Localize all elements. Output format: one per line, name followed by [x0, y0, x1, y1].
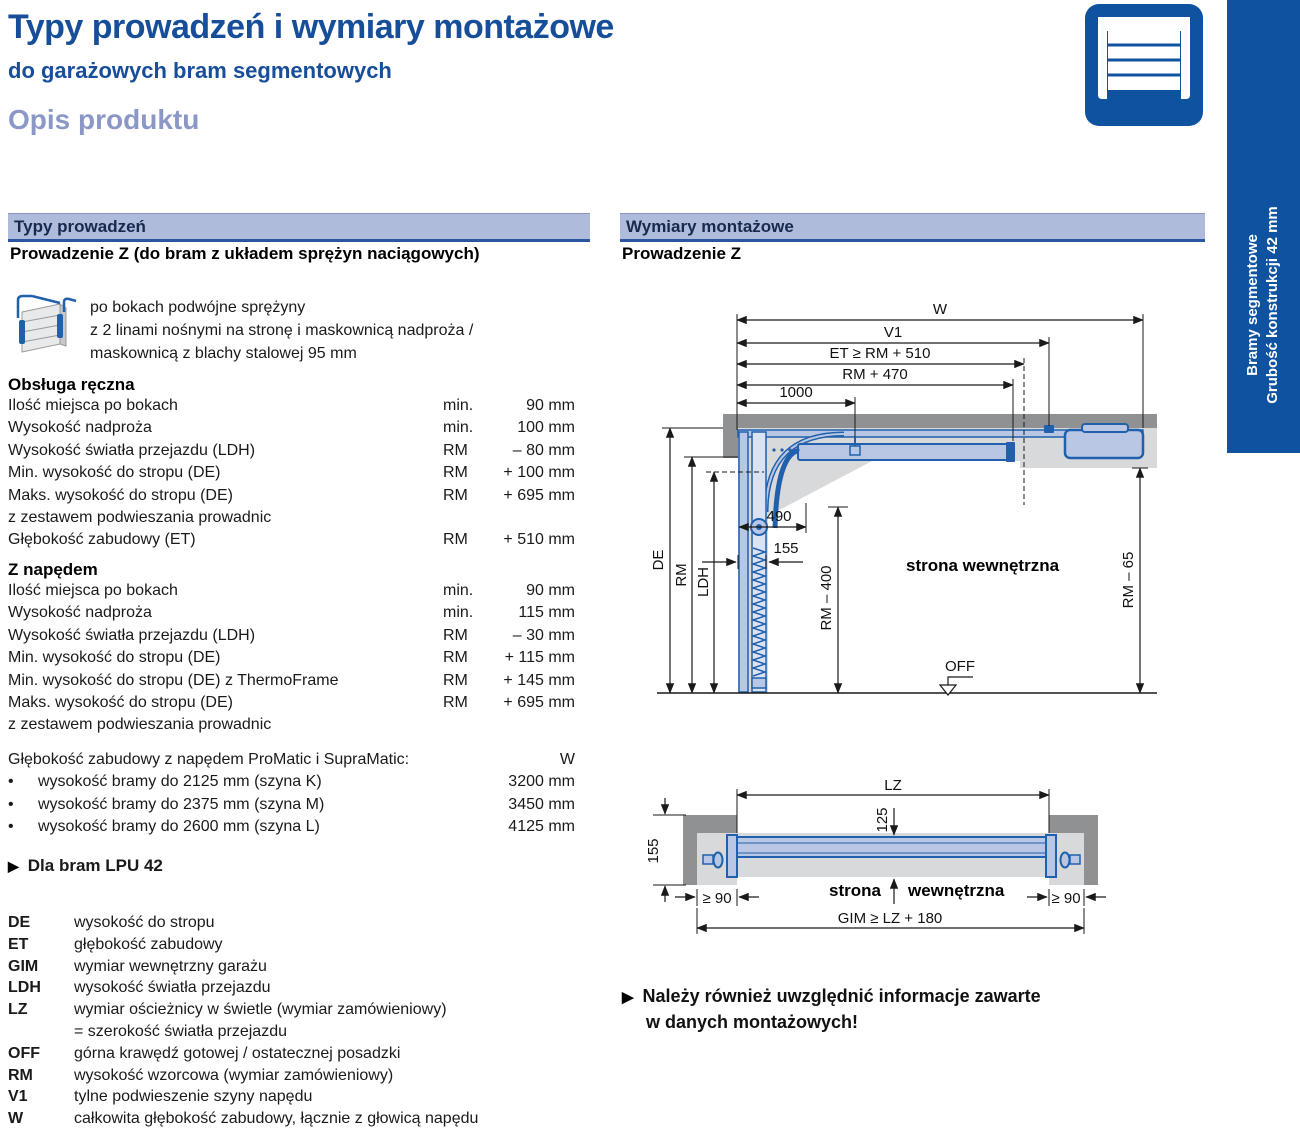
depth-intro-row [8, 751, 575, 773]
sectional-door-icon [1085, 4, 1205, 128]
row-value: 90 mm [526, 582, 575, 599]
row-value: – 30 mm [512, 626, 575, 644]
legend-row [8, 912, 575, 934]
section-bar-label: Wymiary montażowe [626, 216, 794, 236]
triangle-right-icon: ▶ [8, 858, 19, 874]
dim-label-1000: 1000 [779, 384, 813, 401]
caption-line: z 2 linami nośnymi na stronę i maskownicą nadproża / [90, 322, 474, 339]
caption-line: maskownicą z blachy stalowej 95 mm [90, 345, 357, 362]
lintel [723, 414, 738, 458]
table-row [8, 487, 575, 509]
z-guide-door-icon [8, 292, 78, 356]
row-qualifier: RM [443, 671, 468, 689]
section-bar-wymiary-montazowe [620, 213, 1205, 242]
dim-label-490: 490 [766, 508, 792, 525]
table-row [8, 649, 575, 671]
table-row [8, 672, 575, 694]
dim-label-et: ET ≥ RM + 510 [829, 345, 931, 362]
legend-row [8, 1086, 575, 1108]
interior-side-label-b: wewnętrzna [908, 881, 1005, 900]
dim-label-155: 155 [773, 540, 799, 557]
legend-desc-line1: wymiar ościeżnicy w świetle (wymiar zamówieniowy) [74, 1001, 447, 1019]
row-label: Wysokość nadproża [8, 604, 152, 622]
table-row [8, 604, 575, 626]
table-row [8, 419, 575, 441]
bullet-icon [8, 773, 38, 795]
row-qualifier: RM [443, 626, 468, 644]
row-label: Wysokość światła przejazdu (LDH) [8, 441, 256, 459]
hanger-bracket [850, 446, 860, 455]
legend-desc: górna krawędź gotowej / ostatecznej posadzki [74, 1044, 401, 1062]
wall-left-side [683, 815, 697, 885]
row-value: – 80 mm [512, 441, 575, 459]
row-label: Wysokość światła przejazdu (LDH) [8, 626, 256, 644]
legend [8, 912, 575, 1130]
depth-section [8, 751, 575, 841]
legend-row [8, 1108, 575, 1130]
dim-label-w: W [932, 301, 948, 318]
drive-rail-endcap [1006, 442, 1015, 462]
spring-anchor [752, 678, 766, 688]
table-row [8, 442, 575, 464]
row-qualifier: RM [443, 486, 468, 504]
bullet-icon [8, 818, 38, 840]
row-qualifier: min. [443, 419, 474, 437]
roller-axle-left [703, 855, 713, 864]
row-value: 100 mm [517, 419, 575, 437]
legend-row [8, 1065, 575, 1087]
icon-caption [90, 296, 473, 365]
legend-term: RM [8, 1066, 33, 1084]
right-lead-title: Prowadzenie Z [622, 244, 742, 263]
list-item [8, 773, 575, 795]
row-note: z zestawem podwieszania prowadnic [8, 716, 272, 734]
left-lead-title: Prowadzenie Z (do bram z układem sprężyn naciągowych) [10, 244, 480, 263]
frame-left [727, 835, 737, 877]
bullet-label: wysokość bramy do 2125 mm (szyna K) [38, 773, 322, 791]
caption-line: po bokach podwójne sprężyny [90, 299, 306, 316]
roller-right [1061, 853, 1070, 868]
legend-term: ET [8, 935, 29, 953]
row-label: Ilość miejsca po bokach [8, 397, 178, 414]
row-qualifier: min. [443, 582, 474, 599]
dim-label-rm470: RM + 470 [842, 366, 908, 383]
montage-note [622, 984, 1041, 1034]
row-value: + 115 mm [504, 649, 575, 667]
dim-label-v1: V1 [883, 324, 903, 341]
legend-desc-line2: = szerokość światła przejazdu [74, 1022, 287, 1040]
legend-row [8, 1043, 575, 1065]
manual-section-title: Obsługa ręczna [8, 375, 135, 394]
dim-label-155: 155 [645, 838, 662, 864]
for-doors-label: Dla bram LPU 42 [27, 856, 163, 875]
roller-axle-right [1070, 855, 1080, 864]
manual-table [8, 397, 575, 554]
drive-rail [798, 444, 1012, 460]
bullet-label: wysokość bramy do 2375 mm (szyna M) [38, 795, 325, 813]
sidebar-line2: Grubość konstrukcji 42 mm [1264, 206, 1281, 404]
row-note: z zestawem podwieszania prowadnic [8, 508, 272, 526]
legend-desc: głębokość zabudowy [74, 935, 223, 953]
dim-label-125: 125 [874, 807, 891, 833]
depth-intro-label: Głębokość zabudowy z napędem ProMatic i SupraMatic: [8, 751, 410, 768]
legend-term: LZ [8, 1001, 28, 1019]
legend-desc: wymiar wewnętrzny garażu [74, 957, 267, 975]
legend-term: GIM [8, 957, 39, 975]
operator-head [1065, 430, 1143, 458]
legend-term: W [8, 1110, 24, 1128]
off-flag [948, 677, 973, 685]
dim-label-ldh: LDH [695, 566, 712, 598]
dim-label-rm: RM [673, 563, 690, 587]
row-qualifier: RM [443, 649, 468, 667]
page-title: Typy prowadzeń i wymiary montażowe [8, 8, 614, 46]
legend-term: OFF [8, 1044, 40, 1062]
row-value: + 695 mm [503, 486, 575, 504]
section-bar-typy-prowadzen [8, 213, 590, 242]
row-value: + 695 mm [503, 693, 575, 711]
sidebar-tab-text [1243, 206, 1283, 404]
powered-table [8, 582, 575, 739]
section-label: Opis produktu [8, 104, 200, 135]
bullet-icon [8, 796, 38, 818]
bullet-value: 4125 mm [508, 818, 575, 836]
dim-label-rm65: RM – 65 [1120, 551, 1137, 609]
legend-desc: całkowita głębokość zabudowy, łącznie z głowicą napędu [74, 1110, 479, 1128]
interior-side-label-a: strona [829, 881, 881, 900]
row-qualifier: RM [443, 441, 468, 459]
row-value: 90 mm [526, 397, 575, 414]
table-row [8, 694, 575, 716]
table-row [8, 531, 575, 553]
bullet-value: 3450 mm [508, 795, 575, 813]
list-item [8, 796, 575, 818]
legend-row [8, 977, 575, 999]
v1-suspension-clamp [1044, 425, 1054, 433]
row-label: Min. wysokość do stropu (DE) [8, 464, 221, 482]
triangle-right-icon: ▶ [622, 989, 634, 1006]
row-value: + 100 mm [503, 464, 575, 482]
legend-row [8, 934, 575, 956]
note-line2: w danych montażowych! [646, 1012, 859, 1032]
row-label: Wysokość nadproża [8, 419, 152, 437]
legend-row [8, 956, 575, 978]
list-item [8, 818, 575, 840]
depth-intro-value: W [559, 751, 575, 768]
z-guide-side-section-diagram [615, 292, 1205, 742]
section-bar-label: Typy prowadzeń [14, 216, 146, 236]
row-value: + 510 mm [503, 531, 575, 549]
note-line1: Należy również uwzględnić informacje zawarte [642, 986, 1041, 1006]
dim-label-off: OFF [945, 658, 975, 675]
bullet-value: 3200 mm [508, 773, 575, 791]
row-qualifier: RM [443, 531, 468, 549]
row-label: Min. wysokość do stropu (DE) z ThermoFrame [8, 671, 339, 689]
frame-right [1046, 835, 1056, 877]
row-value: 115 mm [518, 604, 575, 622]
wall-right-side [1084, 815, 1098, 885]
row-label: Głębokość zabudowy (ET) [8, 531, 196, 549]
legend-desc [74, 999, 575, 1043]
bullet-label: wysokość bramy do 2600 mm (szyna L) [38, 818, 320, 836]
door-panel [733, 837, 1053, 857]
row-label: Maks. wysokość do stropu (DE) [8, 486, 233, 504]
dim-label-ge90-right: ≥ 90 [1051, 890, 1081, 907]
dim-label-ge90-left: ≥ 90 [702, 890, 732, 907]
legend-desc: wysokość wzorcowa (wymiar zamówieniowy) [74, 1066, 394, 1084]
roller-left [714, 853, 723, 868]
row-qualifier: min. [443, 397, 474, 414]
table-row [8, 397, 575, 419]
row-value: + 145 mm [503, 671, 575, 689]
interior-side-label: strona wewnętrzna [906, 556, 1060, 575]
door-leaf [739, 432, 748, 692]
table-row [8, 627, 575, 649]
legend-desc: wysokość światła przejazdu [74, 979, 271, 997]
legend-row [8, 999, 575, 1043]
legend-desc: wysokość do stropu [74, 914, 215, 931]
table-row [8, 464, 575, 486]
row-label: Min. wysokość do stropu (DE) [8, 649, 221, 667]
dim-label-gim: GIM ≥ LZ + 180 [837, 910, 943, 927]
legend-desc: tylne podwieszenie szyny napędu [74, 1088, 313, 1106]
row-qualifier: RM [443, 464, 468, 482]
sidebar-line1: Bramy segmentowe [1244, 234, 1261, 376]
powered-section-title: Z napędem [8, 560, 98, 579]
legend-term: V1 [8, 1088, 28, 1106]
dim-label-de: DE [650, 549, 667, 571]
operator-head-top [1082, 424, 1128, 432]
page-subtitle: do garażowych bram segmentowych [8, 58, 392, 83]
for-doors-line [8, 856, 163, 876]
row-label: Maks. wysokość do stropu (DE) [8, 693, 233, 711]
z-guide-plan-section-diagram [615, 758, 1205, 943]
table-row [8, 582, 575, 604]
row-qualifier: RM [443, 693, 468, 711]
legend-term: LDH [8, 979, 41, 997]
dim-label-rm400: RM – 400 [818, 565, 835, 631]
row-qualifier: min. [443, 604, 474, 622]
dim-label-lz: LZ [884, 777, 902, 794]
legend-term: DE [8, 914, 31, 931]
row-label: Ilość miejsca po bokach [8, 582, 178, 599]
